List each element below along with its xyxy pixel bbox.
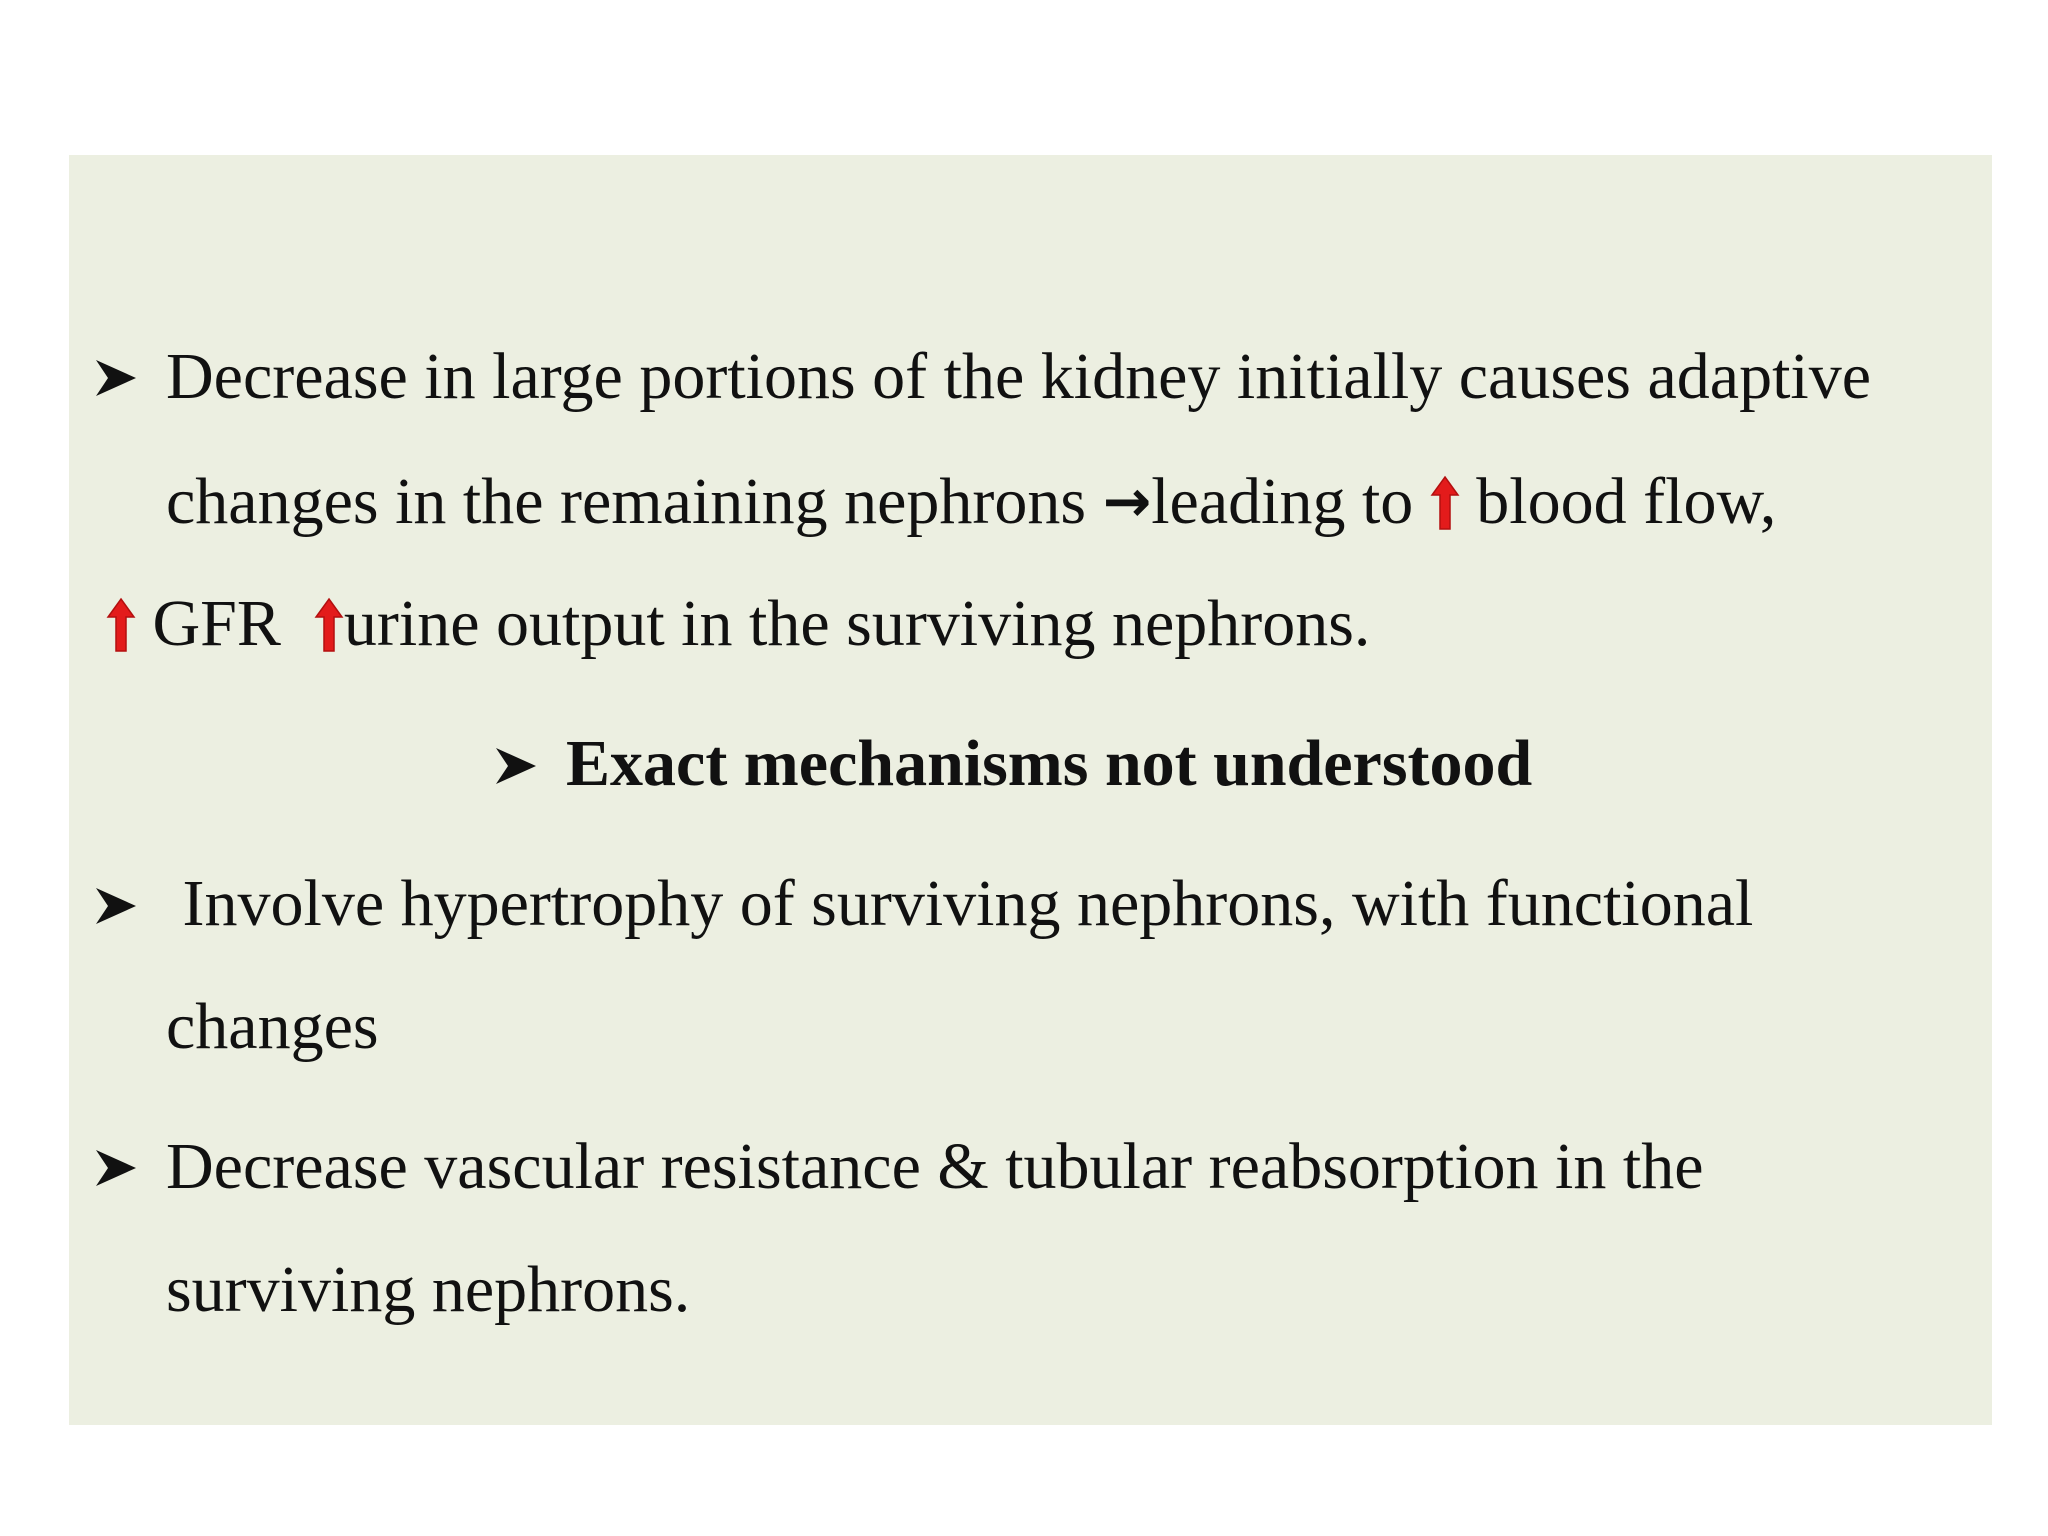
point1-line2-text-c: blood flow, (1459, 465, 1777, 538)
point1-line2-text-a: changes in the remaining nephrons (166, 465, 1103, 538)
red-up-arrow-icon (1430, 475, 1460, 533)
point4-line1: Decrease vascular resistance & tubular reabsorption in the (166, 1130, 1704, 1203)
point1-line1: Decrease in large portions of the kidney initially causes adaptive (166, 340, 1872, 413)
arrowhead-bullet-icon (94, 1146, 138, 1190)
arrowhead-bullet-icon (94, 356, 138, 400)
point1-line3 (106, 584, 1370, 664)
point2-text: Exact mechanisms not understood (566, 727, 1533, 800)
red-up-arrow-icon (106, 597, 136, 655)
point1-line2-text-b: leading to (1151, 465, 1430, 538)
right-arrow-icon: → (1102, 467, 1152, 535)
point3-line2: changes (166, 990, 379, 1063)
point1-line2 (166, 461, 1776, 541)
arrowhead-bullet-icon (494, 744, 538, 788)
point3-line1: Involve hypertrophy of surviving nephrons, with functional (166, 867, 1754, 940)
point1-line3-text-a: GFR (136, 587, 314, 660)
red-up-arrow-icon (314, 597, 344, 655)
arrowhead-bullet-icon (94, 884, 138, 928)
point1-line3-text-b: urine output in the surviving nephrons. (343, 587, 1371, 660)
point4-line2: surviving nephrons. (166, 1253, 691, 1326)
